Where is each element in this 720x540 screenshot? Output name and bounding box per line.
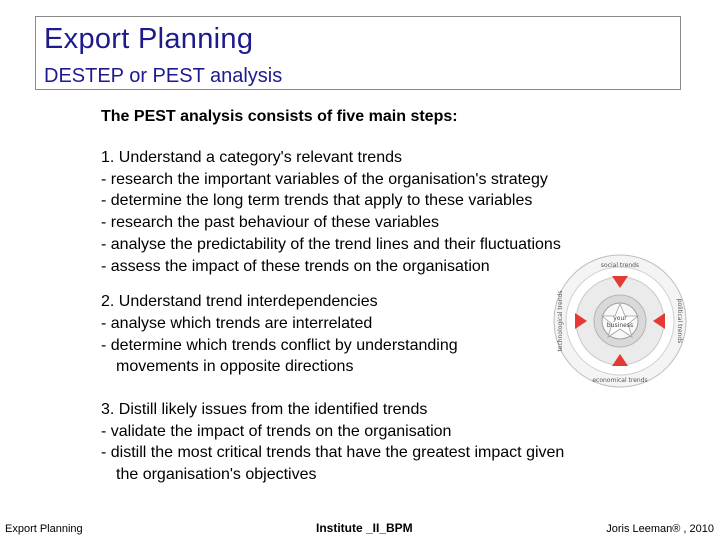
list-item: - assess the impact of these trends on the organisation: [101, 257, 490, 275]
page-subtitle: DESTEP or PEST analysis: [44, 65, 283, 87]
label-economical: economical trends: [592, 377, 648, 384]
list-item: the organisation's objectives: [116, 466, 317, 484]
list-item: - validate the impact of trends on the organisation: [101, 422, 452, 440]
page-title: Export Planning: [44, 23, 254, 55]
section-heading: 3. Distill likely issues from the identified trends: [101, 401, 428, 419]
footer-center: Institute _II_BPM: [316, 521, 413, 535]
list-item: - research the past behaviour of these variables: [101, 214, 439, 232]
section-2: [101, 291, 661, 378]
section-heading: 1. Understand a category's relevant trends: [101, 149, 402, 166]
label-social: social trends: [600, 262, 640, 269]
diagram-center-line2: business: [606, 322, 634, 329]
label-technological: technological trends: [557, 290, 564, 352]
footer-right: Joris Leeman® , 2010: [606, 523, 714, 535]
footer-left: Export Planning: [5, 523, 83, 535]
list-item: - determine which trends conflict by understanding: [101, 336, 458, 354]
list-item: - analyse the predictability of the trend lines and their fluctuations: [101, 235, 561, 253]
list-item: - research the important variables of the organisation's strategy: [101, 170, 548, 188]
content-body: [101, 107, 661, 486]
section-3: [101, 399, 661, 486]
title-box: [35, 16, 681, 90]
label-political: political trends: [676, 298, 683, 344]
diagram-center-line1: your: [613, 315, 627, 322]
list-item: - determine the long term trends that apply to these variables: [101, 192, 533, 210]
list-item: - analyse which trends are interrelated: [101, 314, 373, 332]
section-1: [101, 147, 661, 277]
section-heading: 2. Understand trend interdependencies: [101, 293, 378, 311]
list-item: movements in opposite directions: [116, 358, 354, 376]
intro-text: The PEST analysis consists of five main steps:: [101, 108, 458, 125]
list-item: - distill the most critical trends that have the greatest impact given: [101, 444, 565, 462]
